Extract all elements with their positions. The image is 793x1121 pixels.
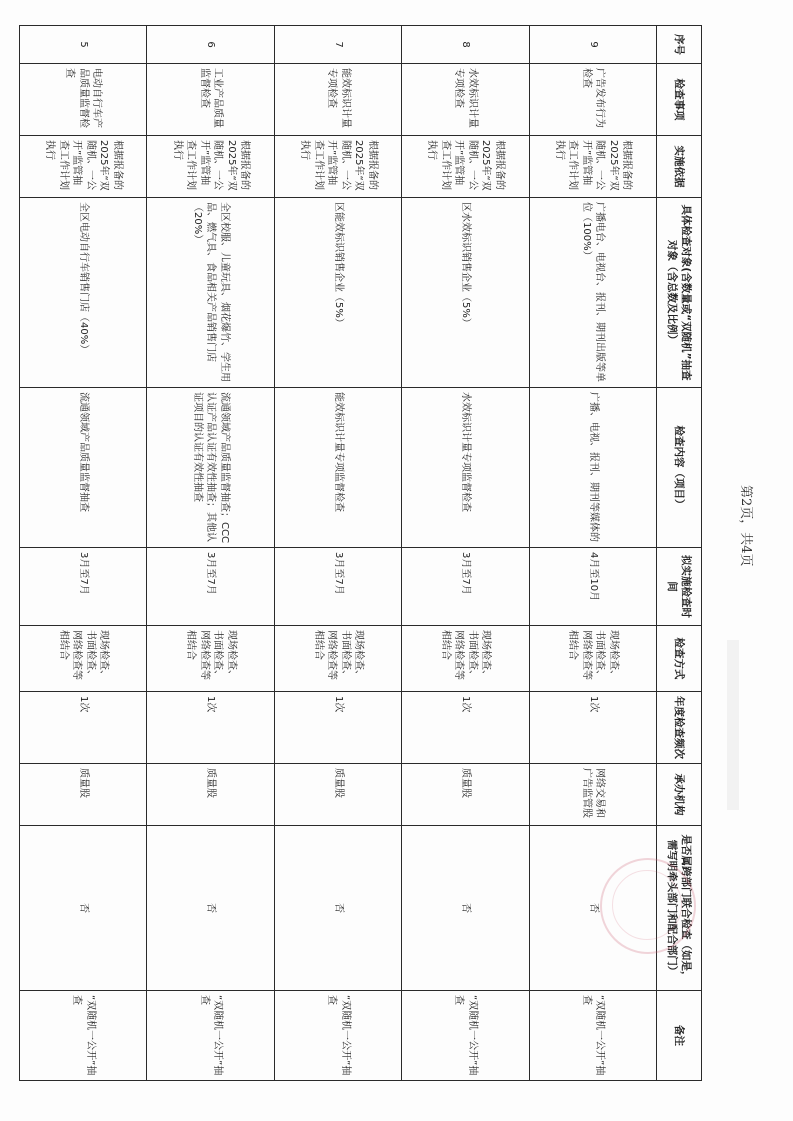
cell-joint: 否 [402,826,529,991]
header-org: 承办机构 [657,764,702,826]
cell-note: “双随机一公开”抽查 [274,991,401,1081]
cell-org: 质量股 [20,764,147,826]
header-joint: 是否属跨部门联合检查（如是，需写明牵头部门和配合部门） [657,826,702,991]
cell-item: 广告发布行为检查 [529,64,656,136]
cell-item: 水效标识计量专项检查 [402,64,529,136]
cell-content: 流通领域产品质量监督抽查 [20,388,147,548]
cell-no: 5 [20,26,147,64]
cell-freq: 1次 [20,692,147,764]
table-row [274,26,401,1081]
table-row [20,26,147,1081]
cell-freq: 1次 [147,692,274,764]
cell-joint: 否 [274,826,401,991]
cell-time: 3月至7月 [147,548,274,626]
header-method: 检查方式 [657,626,702,692]
cell-org: 质量股 [402,764,529,826]
cell-method: 现场检查、书面检查、网络检查等相结合 [20,626,147,692]
cell-no: 9 [529,26,656,64]
cell-note: “双随机一公开”抽查 [529,991,656,1081]
cell-content: 流通领域产品质量监督抽查；CCC认证产品认证有效性抽查；其他认证项目的认证有效性抽查 [147,388,274,548]
cell-freq: 1次 [274,692,401,764]
cell-basis: 根据报备的2025年“双随机、一公开”监管抽查工作计划执行 [147,136,274,198]
cell-time: 3月至7月 [20,548,147,626]
cell-method: 现场检查、书面检查、网络检查等相结合 [529,626,656,692]
cell-basis: 根据报备的2025年“双随机、一公开”监管抽查工作计划执行 [402,136,529,198]
header-content: 检查内容（项目） [657,388,702,548]
official-seal-inner-ring [612,870,682,940]
cell-target: 全区校服、儿童玩具、烟花爆竹、学生用品、燃气具、食品相关产品销售门店（20%） [147,198,274,388]
cell-joint: 否 [147,826,274,991]
cell-method: 现场检查、书面检查、网络检查等相结合 [147,626,274,692]
cell-org: 质量股 [147,764,274,826]
cell-item: 能效标识计量专项检查 [274,64,401,136]
cell-note: “双随机一公开”抽查 [402,991,529,1081]
cell-note: “双随机一公开”抽查 [20,991,147,1081]
inspection-table-rotated [19,25,702,1080]
cell-note: “双随机一公开”抽查 [147,991,274,1081]
cell-basis: 根据报备的2025年“双随机、一公开”监管抽查工作计划执行 [274,136,401,198]
cell-time: 4月至10月 [529,548,656,626]
cell-basis: 根据报备的2025年“双随机、一公开”监管抽查工作计划执行 [20,136,147,198]
cell-method: 现场检查、书面检查、网络检查等相结合 [402,626,529,692]
cell-content: 能效标识计量专项监督检查 [274,388,401,548]
cell-basis: 根据报备的2025年“双随机、一公开”监管抽查工作计划执行 [529,136,656,198]
cell-no: 7 [274,26,401,64]
header-basis: 实施依据 [657,136,702,198]
cell-freq: 1次 [529,692,656,764]
header-item: 检查事项 [657,64,702,136]
cell-target: 全区电动自行车销售门店（40%） [20,198,147,388]
table-row [147,26,274,1081]
cell-joint: 否 [20,826,147,991]
cell-method: 现场检查、书面检查、网络检查等相结合 [274,626,401,692]
cell-target: 广播电台、电视台、报刊、期刊出版等单位（100%） [529,198,656,388]
cell-content: 水效标识计量专项监督检查 [402,388,529,548]
cell-target: 区能效标识销售企业（5%） [274,198,401,388]
cell-no: 8 [402,26,529,64]
header-time: 拟实施检查时间 [657,548,702,626]
inspection-table [19,25,702,1081]
cell-org: 质量股 [274,764,401,826]
cell-freq: 1次 [402,692,529,764]
cell-time: 3月至7月 [274,548,401,626]
cell-no: 6 [147,26,274,64]
cell-item: 电动自行车产品质量监督检查 [20,64,147,136]
header-no: 序号 [657,26,702,64]
table-row [402,26,529,1081]
cell-target: 区水效标识销售企业（5%） [402,198,529,388]
header-freq: 年度检查频次 [657,692,702,764]
cell-time: 3月至7月 [402,548,529,626]
cell-content: 广播、电视、报刊、期刊等媒体的 [529,388,656,548]
page-number: 第2页，共4页 [738,485,753,567]
header-note: 备注 [657,991,702,1081]
cell-joint: 否 [529,826,656,991]
cell-org: 网络交易和广告监管股 [529,764,656,826]
cell-item: 工业产品质量监督检查 [147,64,274,136]
header-target: 具体检查对象(含数量或“双随机”抽查对象（含总数及比例） [657,198,702,388]
